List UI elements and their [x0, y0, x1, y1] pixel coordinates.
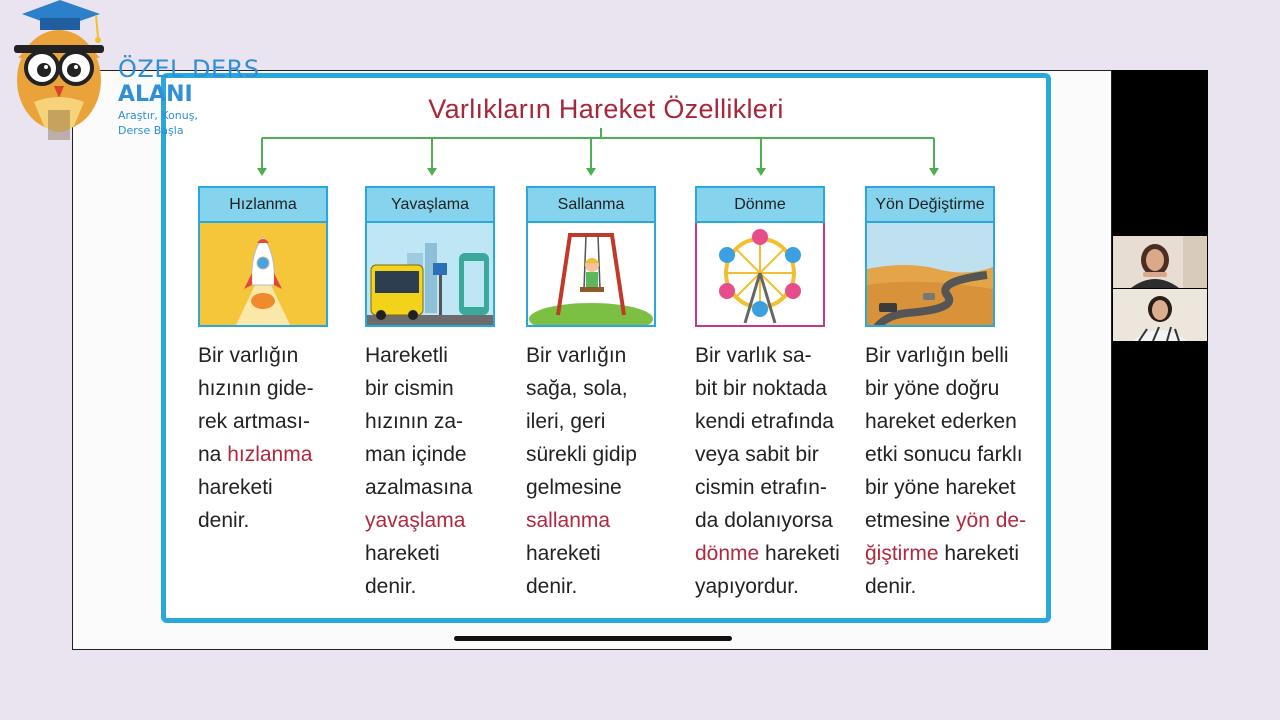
motion-card-hizlanma [198, 186, 328, 537]
card-description [365, 339, 545, 603]
text-line: yapıyordur. [695, 575, 799, 598]
text-line: hareketi [365, 542, 440, 565]
text-line: hızının gide- [198, 377, 314, 400]
card-heading: Hızlanma [198, 186, 328, 223]
text-line: Bir varlığın [526, 344, 627, 367]
text-line: hareketi [198, 476, 273, 499]
text-line: bir yöne hareket [865, 476, 1016, 499]
ferris-wheel-icon [695, 223, 825, 327]
highlight-term: yavaşlama [365, 509, 466, 532]
card-description [198, 339, 378, 537]
text-line: denir. [198, 509, 250, 532]
home-indicator-bar[interactable] [454, 636, 732, 641]
motion-card-donme [695, 186, 840, 603]
text-line [526, 504, 706, 537]
card-description [526, 339, 706, 603]
text-line: azalmasına [365, 476, 473, 499]
participants-panel [1112, 70, 1208, 650]
card-description [865, 339, 1045, 603]
card-heading: Dönme [695, 186, 825, 223]
highlight-term: hızlanma [227, 443, 313, 466]
text-line [865, 504, 1045, 537]
highlight-term: dönme [695, 542, 760, 565]
motion-card-sallanma [526, 186, 656, 603]
text-line [365, 504, 545, 537]
text-line [198, 438, 378, 471]
text-line: da dolanıyorsa [695, 509, 833, 532]
motion-card-yon-degistirme [865, 186, 1027, 603]
swing-icon [526, 223, 656, 327]
text-line: bir yöne doğru [865, 377, 1000, 400]
highlight-term-continued: ğiştirme [865, 542, 939, 565]
text-line: rek artması- [198, 410, 311, 433]
text-line: Hareketli [365, 344, 448, 367]
text-line: denir. [526, 575, 578, 598]
logo-slogan-line2: Derse Başla [118, 124, 184, 137]
logo-title-line2: ALANI [118, 82, 193, 107]
text-fragment: hareketi [938, 542, 1020, 565]
text-line: man içinde [365, 443, 467, 466]
card-description [695, 339, 875, 603]
text-line: hareket ederken [865, 410, 1017, 433]
rocket-icon [198, 223, 328, 327]
text-line: bir cismin [365, 377, 454, 400]
text-line: kendi etrafında [695, 410, 834, 433]
text-line: hareketi [526, 542, 601, 565]
text-line: Bir varlığın belli [865, 344, 1009, 367]
text-line: bit bir noktada [695, 377, 827, 400]
text-fragment: hareketi [759, 542, 840, 565]
text-line: sağa, sola, [526, 377, 628, 400]
shared-screen [72, 70, 1112, 650]
participant-video-2[interactable] [1113, 289, 1207, 341]
lesson-slide [161, 73, 1051, 623]
logo-title-line1: ÖZEL DERS [118, 55, 260, 83]
text-line: ileri, geri [526, 410, 606, 433]
brand-logo [4, 0, 274, 150]
text-fragment: etmesine [865, 509, 957, 532]
text-line: Bir varlığın [198, 344, 299, 367]
highlight-term: sallanma [526, 509, 611, 532]
participant-video-1[interactable] [1113, 236, 1207, 288]
text-fragment: na [198, 443, 228, 466]
slide-title: Varlıkların Hareket Özellikleri [428, 94, 784, 124]
text-line [865, 537, 1045, 570]
text-line: sürekli gidip [526, 443, 637, 466]
bus-stop-icon [365, 223, 495, 327]
text-line: denir. [365, 575, 417, 598]
logo-slogan-line1: Araştır, Konuş, [118, 109, 198, 122]
card-heading: Sallanma [526, 186, 656, 223]
text-line: gelmesine [526, 476, 622, 499]
highlight-term: yön de- [956, 509, 1027, 532]
text-line: veya sabit bir [695, 443, 819, 466]
owl-mascot-icon [4, 0, 114, 150]
desert-road-icon [865, 223, 995, 327]
text-line: hızının za- [365, 410, 464, 433]
concept-tree-connector [166, 78, 1046, 188]
card-heading: Yön Değiştirme [865, 186, 995, 223]
text-line: denir. [865, 575, 917, 598]
card-heading: Yavaşlama [365, 186, 495, 223]
motion-card-yavaslama [365, 186, 495, 603]
text-line: etki sonucu farklı [865, 443, 1023, 466]
text-line [695, 537, 875, 570]
text-line: Bir varlık sa- [695, 344, 812, 367]
text-line: cismin etrafın- [695, 476, 827, 499]
